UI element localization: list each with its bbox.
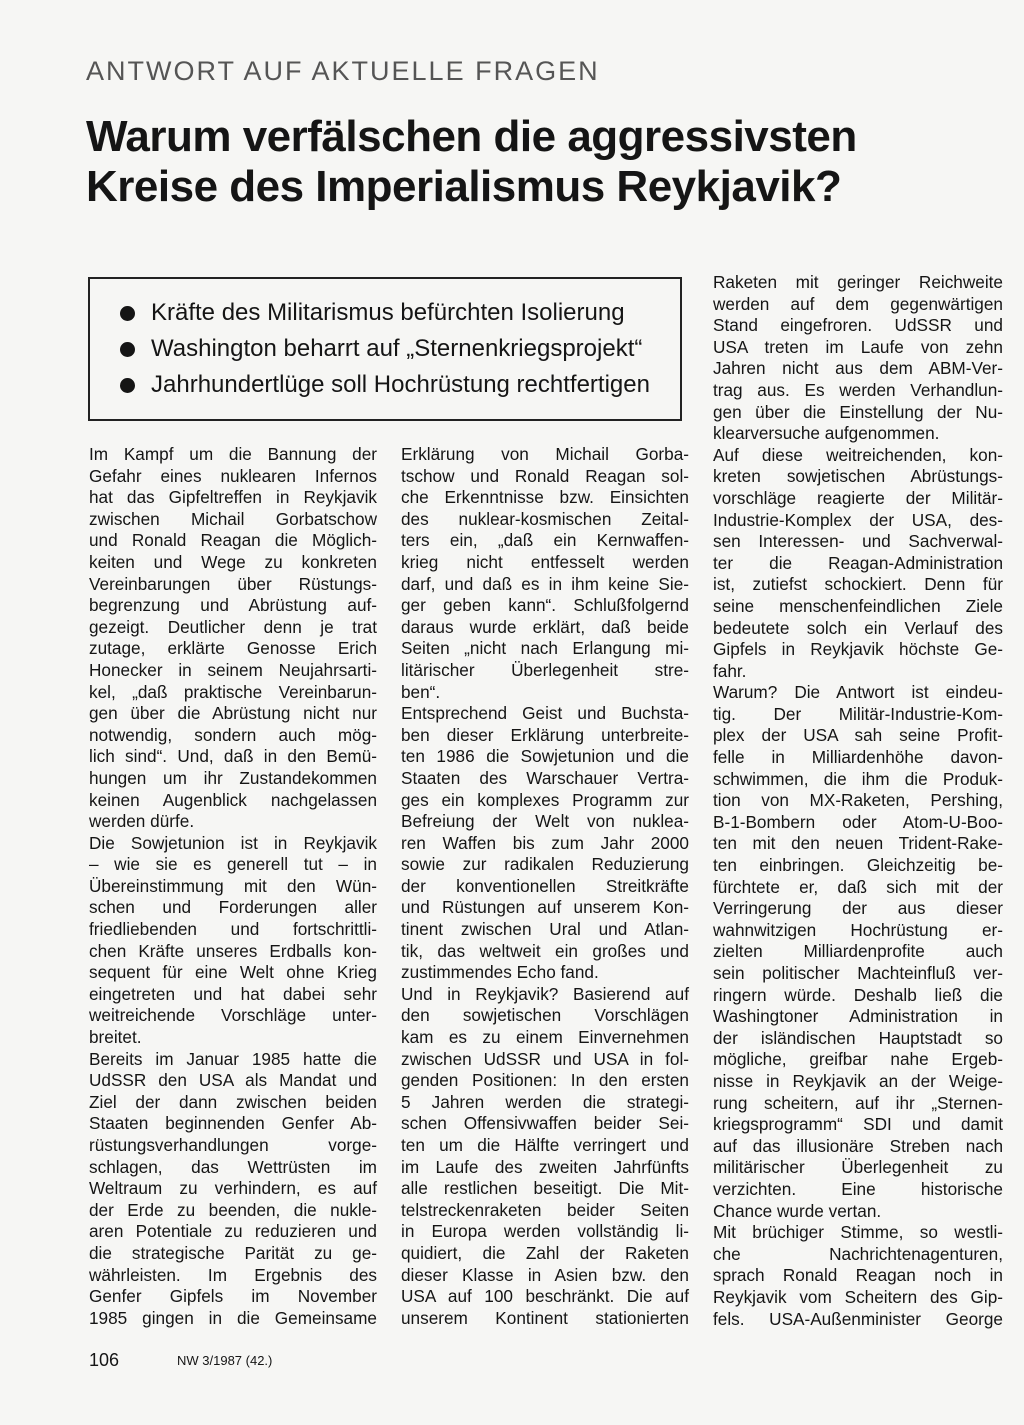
text-line: tion von MX-Raketen, Pershing, — [713, 790, 1003, 811]
text-line: keinen Augenblick nachgelassen — [89, 789, 377, 810]
text-line: verzichten. Eine historische — [713, 1178, 1003, 1199]
text-line: ten 1986 die Sowjetunion und die — [401, 746, 689, 767]
text-line: plex der USA sah seine Profit- — [713, 725, 1003, 746]
text-line: vorschläge reagierte der Militär- — [713, 487, 1003, 508]
text-line: Chance wurde vertan. — [713, 1200, 882, 1221]
text-line: hungen um ihr Zustandekommen — [89, 767, 377, 788]
text-line: USA auf 100 beschränkt. Die auf — [401, 1286, 689, 1307]
text-line: ten mit den neuen Trident-Rake- — [713, 833, 1003, 854]
text-line: rung scheitern, auf ihr „Sternen- — [713, 1092, 1003, 1113]
text-line: 5 Jahren werden die strategi- — [401, 1091, 689, 1112]
text-line: genden Positionen: In den ersten — [401, 1070, 689, 1091]
text-line: Genfer Gipfels im November — [89, 1286, 377, 1307]
text-line: USA treten im Laufe von zehn — [713, 336, 1003, 357]
text-line: ist, zutiefst schockiert. Denn für — [713, 574, 1003, 595]
article-column-1 — [89, 444, 377, 1329]
text-line: felle in Milliardenhöhe davon- — [713, 747, 1003, 768]
text-line: trag aus. Es werden Verhandlun- — [713, 379, 1003, 400]
text-line: ter die Reagan-Administration — [713, 552, 1003, 573]
text-line: notwendig, sondern auch mög- — [89, 724, 377, 745]
text-line: klearversuche aufgenommen. — [713, 423, 940, 444]
text-line: eingetreten und hat dabei sehr — [89, 983, 377, 1004]
text-line: chen Kräfte unseres Erdballs kon- — [89, 940, 377, 961]
text-line: Befreiung der Welt von nuklea- — [401, 811, 689, 832]
text-line: daraus wurde erklärt, daß beide — [401, 616, 689, 637]
text-line: Reykjavik vom Scheitern des Gip- — [713, 1286, 1003, 1307]
text-line: Ziel der dann zwischen beiden — [89, 1091, 377, 1112]
text-line: Stand eingefroren. UdSSR und — [713, 315, 1003, 336]
text-line: Verringerung der aus dieser — [713, 898, 1003, 919]
text-line: auf das illusionäre Streben nach — [713, 1135, 1003, 1156]
summary-item — [120, 367, 680, 403]
text-line: ters ein, „daß ein Kernwaffen- — [401, 530, 689, 551]
text-line: B-1-Bombern oder Atom-U-Boo- — [713, 811, 1003, 832]
summary-item-text: Washington beharrt auf „Sternenkriegsprojekt“ — [151, 335, 643, 362]
text-line: schwimmen, die ihm die Produk- — [713, 768, 1003, 789]
article-column-2 — [401, 444, 689, 1329]
text-line: sein politischer Machteinfluß ver- — [713, 963, 1003, 983]
text-line: gen über die Einstellung der Nu- — [713, 401, 1003, 422]
text-line: unserem Kontinent stationierten — [401, 1307, 689, 1328]
text-line: Erklärung von Michail Gorba- — [401, 444, 689, 464]
text-line: zwischen UdSSR und USA in fol- — [401, 1048, 689, 1069]
text-line: Raketen mit geringer Reichweite — [713, 272, 1003, 292]
text-line: ren Waffen bis zum Jahr 2000 — [401, 832, 689, 853]
text-line: Seiten „nicht nach Erlangung mi- — [401, 638, 689, 659]
text-line: schlagen, das Wettrüsten im — [89, 1156, 377, 1177]
text-line: Die Sowjetunion ist in Reykjavik — [89, 832, 377, 853]
text-line: bedeutete solch ein Verlauf des — [713, 617, 1003, 638]
text-line: zustimmendes Echo fand. — [401, 962, 599, 983]
text-line: – wie sie es generell tut – in — [89, 854, 377, 875]
text-line: tik, das weltweit ein großes und — [401, 940, 689, 961]
text-line: Industrie-Komplex der USA, des- — [713, 509, 1003, 530]
text-line: ben dieser Erklärung unterbreite- — [401, 724, 689, 745]
text-line: 1985 gingen in die Gemeinsame — [89, 1307, 377, 1328]
text-line: mögliche, greifbar nahe Ergeb- — [713, 1049, 1003, 1070]
text-line: kriegsprogramm“ SDI und damit — [713, 1114, 1003, 1135]
text-line: der isländischen Hauptstadt so — [713, 1027, 1003, 1048]
text-line: begrenzung und Abrüstung auf- — [89, 595, 377, 616]
text-line: ten einbringen. Gleichzeitig be- — [713, 855, 1003, 876]
text-line: Entsprechend Geist und Buchsta- — [401, 703, 689, 724]
text-line: ges ein komplexes Programm zur — [401, 789, 689, 810]
text-line: tinent zwischen Ural und Atlan- — [401, 919, 689, 940]
text-line: Washingtoner Administration in — [713, 1006, 1003, 1027]
summary-item — [120, 331, 680, 367]
text-line: militärischer Überlegenheit zu — [713, 1157, 1003, 1178]
bullet-icon — [120, 342, 135, 357]
headline — [86, 112, 986, 212]
text-line: Weltraum zu verhindern, es auf — [89, 1178, 377, 1199]
text-line: ger geben kann“. Schlußfolgernd — [401, 595, 689, 616]
text-line: hat das Gipfeltreffen in Reykjavik — [89, 487, 377, 508]
text-line: werden auf dem gegenwärtigen — [713, 293, 1003, 314]
summary-item-text: Jahrhundertlüge soll Hochrüstung rechtfertigen — [151, 371, 650, 398]
text-line: krieg nicht entfesselt werden — [401, 551, 689, 572]
text-line: die strategische Parität zu ge- — [89, 1242, 377, 1263]
text-line: Auf diese weitreichenden, kon- — [713, 444, 1003, 465]
text-line: fürchtete er, daß sich mit der — [713, 876, 1003, 897]
headline-line-2: Kreise des Imperialismus Reykjavik? — [86, 162, 842, 211]
text-line: Übereinstimmung mit den Wün- — [89, 875, 377, 896]
text-line: alle restlichen beseitigt. Die Mit- — [401, 1178, 689, 1199]
text-line: den sowjetischen Vorschlägen — [401, 1005, 689, 1026]
text-line: Mit brüchiger Stimme, so westli- — [713, 1222, 1003, 1243]
page-number: 106 — [89, 1350, 120, 1370]
text-line: rüstungsverhandlungen vorge- — [89, 1135, 377, 1155]
text-line: telstreckenraketen beider Seiten — [401, 1199, 689, 1220]
text-line: Im Kampf um die Bannung der — [89, 444, 377, 464]
text-line: litärischer Überlegenheit stre- — [401, 659, 689, 680]
text-line: UdSSR den USA als Mandat und — [89, 1070, 377, 1091]
text-line: quidiert, die Zahl der Raketen — [401, 1242, 689, 1263]
text-line: Jahren nicht aus dem ABM-Ver- — [713, 358, 1003, 379]
bullet-icon — [120, 306, 135, 321]
text-line: schen Offensivwaffen beider Sei- — [401, 1113, 689, 1134]
text-line: im Laufe des zweiten Jahrfünfts — [401, 1156, 689, 1177]
text-line: fahr. — [713, 660, 747, 681]
text-line: kel, „daß praktische Vereinbarun- — [89, 681, 377, 702]
text-line: tig. Der Militär-Industrie-Kom- — [713, 703, 1003, 724]
text-line: gen über die Abrüstung nicht nur — [89, 703, 377, 724]
text-line: in Europa werden vollständig li- — [401, 1221, 689, 1242]
text-line: kam es zu einem Einvernehmen — [401, 1027, 689, 1048]
text-line: sen Interessen- und Sachverwal- — [713, 531, 1003, 552]
text-line: Warum? Die Antwort ist eindeu- — [713, 682, 1003, 703]
issue-label: NW 3/1987 (42.) — [177, 1353, 273, 1368]
text-line: der Erde zu beenden, die nukle- — [89, 1199, 377, 1220]
text-line: Honecker in seinem Neujahrsarti- — [89, 659, 377, 680]
text-line: gezeigt. Deutlicher denn je trat — [89, 616, 377, 637]
text-line: werden dürfe. — [89, 811, 195, 832]
article-column-3 — [713, 272, 1003, 1330]
text-line: nisse in Reykjavik an der Weige- — [713, 1070, 1003, 1091]
text-line: friedliebenden und fortschrittli- — [89, 919, 377, 940]
text-line: Staaten des Warschauer Vertra- — [401, 767, 689, 788]
text-line: dieser Klasse in Asien bzw. den — [401, 1264, 689, 1285]
text-line: aren Potentiale zu reduzieren und — [89, 1221, 377, 1242]
text-line: schen und Forderungen aller — [89, 897, 377, 918]
text-line: keiten und Wege zu konkreten — [89, 551, 377, 572]
text-line: Und in Reykjavik? Basierend auf — [401, 983, 689, 1004]
text-line: Vereinbarungen über Rüstungs- — [89, 573, 377, 594]
headline-line-1: Warum verfälschen die aggressivsten — [86, 112, 857, 161]
text-line: Gefahr eines nuklearen Infernos — [89, 465, 377, 486]
text-line: und Ronald Reagan die Möglich- — [89, 530, 377, 551]
text-line: che Nachrichtenagenturen, — [713, 1243, 1003, 1264]
text-line: ten um die Hälfte verringert und — [401, 1135, 689, 1155]
text-line: zutage, erklärte Genosse Erich — [89, 638, 377, 659]
text-line: des nuklear-kosmischen Zeital- — [401, 508, 689, 529]
text-line: sprach Ronald Reagan noch in — [713, 1265, 1003, 1286]
text-line: sowie zur radikalen Reduzierung — [401, 854, 689, 875]
text-line: seine menschenfeindlichen Ziele — [713, 595, 1003, 616]
text-line: breitet. — [89, 1027, 142, 1048]
text-line: che Erkenntnisse bzw. Einsichten — [401, 487, 689, 508]
text-line: zielten Milliardenprofite auch — [713, 941, 1003, 962]
text-line: und Rüstungen auf unserem Kon- — [401, 897, 689, 918]
text-line: Staaten beginnenden Genfer Ab- — [89, 1113, 377, 1134]
text-line: fels. USA-Außenminister George — [713, 1308, 1003, 1329]
bullet-icon — [120, 378, 135, 393]
text-line: tschow und Ronald Reagan sol- — [401, 465, 689, 486]
text-line: ben“. — [401, 681, 441, 702]
text-line: darf, und daß es in ihm keine Sie- — [401, 573, 689, 594]
text-line: ringern würde. Deshalb ließ die — [713, 984, 1003, 1005]
summary-box — [88, 277, 682, 421]
text-line: sequent für eine Welt ohne Krieg — [89, 962, 377, 983]
text-line: wahnwitzigen Hochrüstung er- — [713, 919, 1003, 940]
text-line: der konventionellen Streitkräfte — [401, 875, 689, 896]
text-line: lich sind“. Und, daß in den Bemü- — [89, 746, 377, 767]
text-line: Bereits im Januar 1985 hatte die — [89, 1048, 377, 1069]
text-line: weitreichende Vorschläge unter- — [89, 1005, 377, 1026]
summary-item — [120, 295, 680, 331]
summary-item-text: Kräfte des Militarismus befürchten Isolierung — [151, 299, 625, 326]
text-line: kreten sowjetischen Abrüstungs- — [713, 466, 1003, 487]
text-line: Gipfels in Reykjavik höchste Ge- — [713, 639, 1003, 660]
text-line: währleisten. Im Ergebnis des — [89, 1264, 377, 1285]
kicker: ANTWORT AUF AKTUELLE FRAGEN — [86, 56, 600, 86]
text-line: zwischen Michail Gorbatschow — [89, 508, 377, 529]
